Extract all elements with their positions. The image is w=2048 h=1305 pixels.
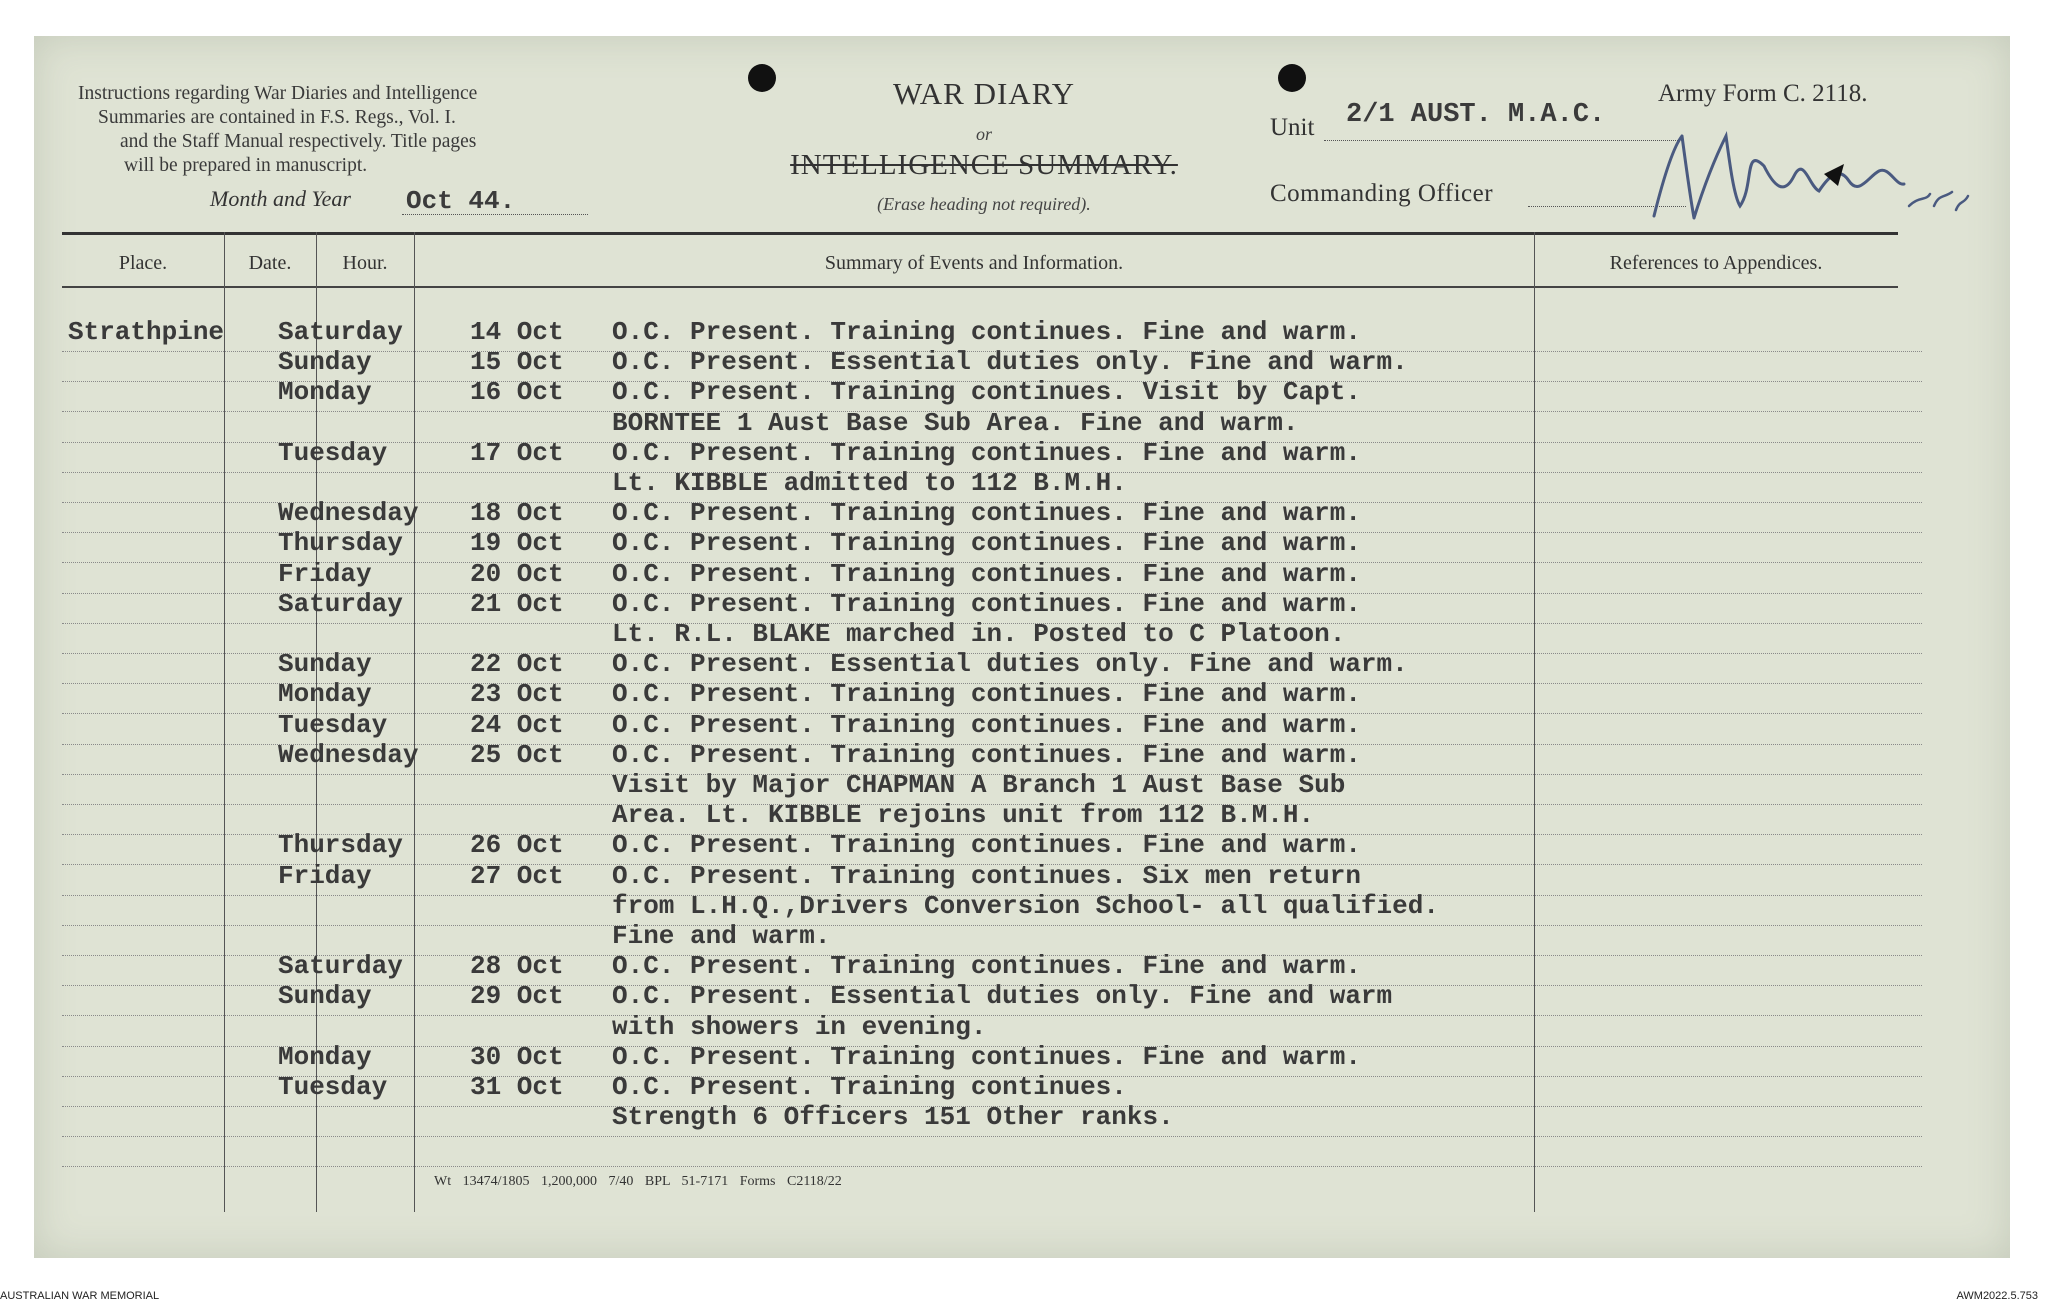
entry-day: Monday (278, 1041, 372, 1072)
entry-summary-line: O.C. Present. Training continues. Visit by Capt. (612, 377, 1361, 408)
entry-summary-line: O.C. Present. Training continues. Fine and warm. (612, 709, 1361, 740)
header-summary: Summary of Events and Information. (824, 252, 1124, 274)
entry-summary-line: O.C. Present. Training continues. Fine and warm. (612, 528, 1361, 559)
header-date: Date. (248, 252, 292, 274)
entry-day: Thursday (278, 830, 403, 861)
entry-date: 25 Oct (470, 739, 564, 770)
header-rule-top (62, 232, 1898, 235)
entry-day: Wednesday (278, 739, 419, 770)
entry-day: Tuesday (278, 437, 388, 468)
entry-day: Monday (278, 377, 372, 408)
column-divider-hour (414, 232, 415, 1212)
entry-summary-line: O.C. Present. Training continues. Six men return (612, 860, 1361, 891)
war-diary-sheet (34, 36, 2010, 1258)
entry-date: 18 Oct (470, 498, 564, 529)
month-year-label: Month and Year (210, 186, 351, 211)
entry-date: 29 Oct (470, 981, 564, 1012)
punch-hole-left (748, 64, 776, 92)
entry-day: Saturday (278, 317, 403, 347)
entry-date: 17 Oct (470, 437, 564, 468)
entry-summary-line: Lt. KIBBLE admitted to 112 B.M.H. (612, 468, 1127, 498)
army-form-number: Army Form C. 2118. (1658, 80, 1868, 107)
column-divider-summary (1534, 232, 1535, 1212)
entry-date: 23 Oct (470, 679, 564, 710)
entry-summary-line: from L.H.Q.,Drivers Conversion School- all qualified. (612, 890, 1439, 921)
entry-day: Saturday (278, 588, 403, 619)
entry-day: Wednesday (278, 498, 419, 529)
entry-date: 27 Oct (470, 860, 564, 891)
instructions-line: and the Staff Manual respectively. Title pages (120, 131, 477, 152)
entry-summary-line: Area. Lt. KIBBLE rejoins unit from 112 B.M.H. (612, 800, 1315, 831)
entry-date: 20 Oct (470, 558, 564, 589)
instructions-line: will be prepared in manuscript. (124, 155, 368, 176)
header-rule-bottom (62, 286, 1898, 288)
entry-day: Sunday (278, 649, 372, 680)
entry-summary-line: O.C. Present. Essential duties only. Fine and warm. (612, 649, 1408, 680)
form-print-code: Wt 13474/1805 1,200,000 7/40 BPL 51-7171 Forms C2118/22 (434, 1174, 842, 1189)
punch-hole-right (1278, 64, 1306, 92)
instructions-block (78, 82, 658, 178)
entry-day: Saturday (278, 951, 403, 982)
commanding-officer-label: Commanding Officer (1270, 180, 1494, 207)
form-title: WAR DIARY (892, 76, 1076, 111)
entry-day: Sunday (278, 347, 372, 378)
entry-date: 21 Oct (470, 588, 564, 619)
entry-summary-line: O.C. Present. Training continues. Fine and warm. (612, 558, 1361, 589)
entry-day: Tuesday (278, 709, 388, 740)
header-place: Place. (118, 252, 168, 274)
instructions-line: Summaries are contained in F.S. Regs., Vol. I. (98, 107, 456, 128)
entry-date: 30 Oct (470, 1041, 564, 1072)
ruled-line (62, 1015, 1922, 1016)
entry-summary-line: O.C. Present. Training continues. Fine and warm. (612, 317, 1361, 347)
entry-summary-line: with showers in evening. (612, 1011, 987, 1042)
form-title-intelligence-struck: INTELLIGENCE SUMMARY. (790, 149, 1178, 181)
entry-date: 22 Oct (470, 649, 564, 680)
entry-summary-line: O.C. Present. Training continues. Fine and warm. (612, 588, 1361, 619)
entry-date: 31 Oct (470, 1072, 564, 1102)
form-title-or: or (975, 124, 992, 144)
entry-date: 28 Oct (470, 951, 564, 982)
entry-summary-line: O.C. Present. Training continues. Fine and warm. (612, 498, 1361, 529)
ruled-line (62, 925, 1922, 926)
instructions-line: Instructions regarding War Diaries and Intelligence (78, 83, 478, 104)
place-value: Strathpine (68, 317, 225, 347)
entry-summary-line: O.C. Present. Training continues. Fine and warm. (612, 739, 1361, 770)
entry-summary-line: O.C. Present. Training continues. Fine and warm. (612, 679, 1361, 710)
entry-date: 16 Oct (470, 377, 564, 408)
entry-date: 14 Oct (470, 317, 564, 347)
header-hour: Hour. (342, 252, 388, 274)
entry-summary-line: Strength 6 Officers 151 Other ranks. (612, 1102, 1174, 1133)
entry-summary-line: O.C. Present. Training continues. Fine and warm. (612, 437, 1361, 468)
unit-value: 2/1 AUST. M.A.C. (1346, 100, 1606, 130)
entry-date: 26 Oct (470, 830, 564, 861)
month-year-value: Oct 44. (406, 186, 516, 216)
entry-summary-line: O.C. Present. Training continues. Fine and warm. (612, 830, 1361, 861)
entry-summary-line: Fine and warm. (612, 921, 831, 951)
entry-summary-line: BORNTEE 1 Aust Base Sub Area. Fine and warm. (612, 407, 1299, 438)
column-divider-place (224, 232, 225, 1212)
entry-summary-line: O.C. Present. Essential duties only. Fine and warm (612, 981, 1393, 1012)
entry-date: 19 Oct (470, 528, 564, 559)
erase-heading-note: (Erase heading not required). (877, 194, 1091, 214)
entry-date: 15 Oct (470, 347, 564, 378)
entry-summary-line: Lt. R.L. BLAKE marched in. Posted to C Platoon. (612, 619, 1346, 649)
header-references: References to Appendices. (1609, 252, 1823, 274)
ruled-line (62, 1166, 1922, 1167)
entry-summary-line: Visit by Major CHAPMAN A Branch 1 Aust Base Sub (612, 770, 1346, 800)
archive-credit: AUSTRALIAN WAR MEMORIAL (0, 1290, 160, 1302)
entry-day: Thursday (278, 528, 403, 559)
entry-day: Friday (278, 558, 372, 589)
unit-label: Unit (1270, 114, 1315, 141)
entry-date: 24 Oct (470, 709, 564, 740)
archive-reference: AWM2022.5.753 (1956, 1290, 2038, 1302)
entry-day: Friday (278, 860, 372, 891)
ruled-line (62, 1136, 1922, 1137)
entry-summary-line: O.C. Present. Training continues. (612, 1072, 1127, 1102)
entry-summary-line: O.C. Present. Essential duties only. Fine and warm. (612, 347, 1408, 378)
entry-day: Monday (278, 679, 372, 710)
entry-summary-line: O.C. Present. Training continues. Fine and warm. (612, 1041, 1361, 1072)
commanding-officer-signature (1634, 106, 1994, 246)
unit-line (1324, 140, 1684, 141)
entry-day: Tuesday (278, 1072, 388, 1102)
entry-summary-line: O.C. Present. Training continues. Fine and warm. (612, 951, 1361, 982)
entry-day: Sunday (278, 981, 372, 1012)
